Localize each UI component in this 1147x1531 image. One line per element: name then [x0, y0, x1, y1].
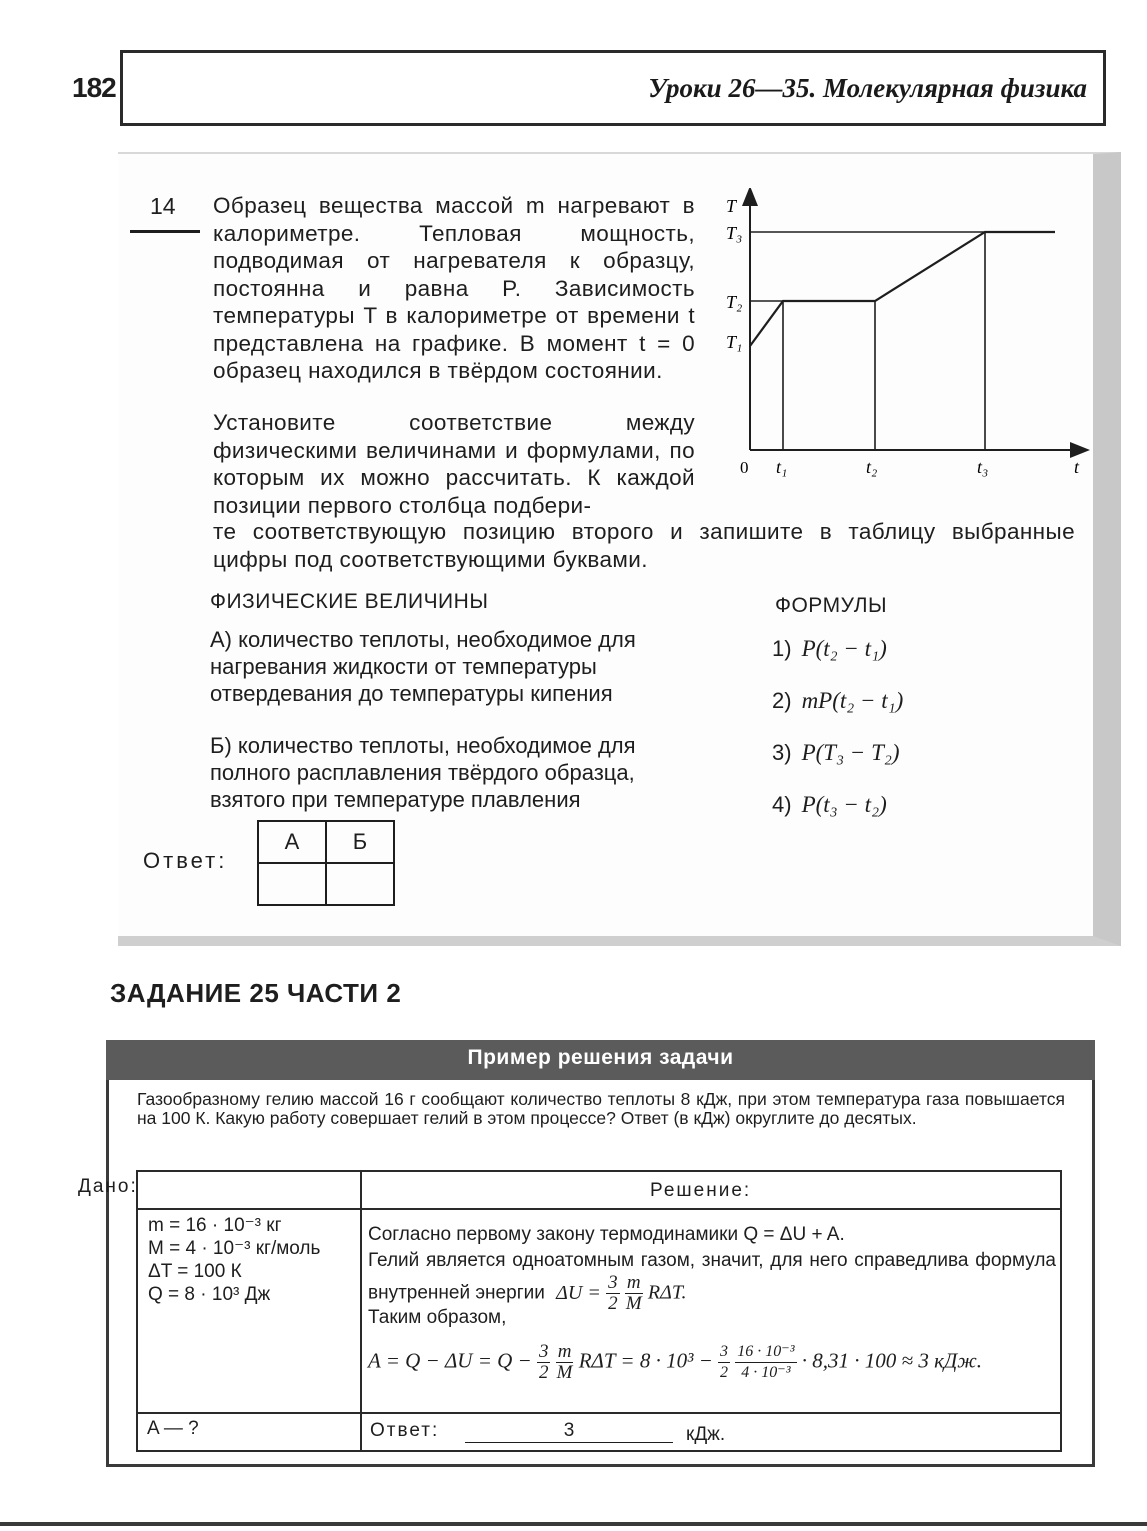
solution-answer-label: Ответ: — [370, 1420, 440, 1441]
y-tick-T3: T₃ — [726, 223, 743, 243]
formula-number: 4) — [772, 792, 792, 817]
task-number: 14 — [150, 193, 176, 219]
example-title: Пример решения задачи — [467, 1046, 734, 1069]
find-quantity: A — ? — [147, 1418, 199, 1439]
solution-answer-unit: кДж. — [686, 1424, 726, 1445]
given-heat: Q = 8 · 10³ Дж — [148, 1284, 271, 1305]
solution-header: Решение: — [650, 1180, 752, 1201]
formula-text: P(t₃ − t₂) — [801, 792, 887, 817]
section-title: ЗАДАНИЕ 25 ЧАСТИ 2 — [110, 978, 402, 1008]
solution-line-2-text: Гелий является одноатомным газом, значит, для него справедлива формула внутренней энергии — [368, 1250, 1056, 1304]
formula-u-rhs: RΔT. — [647, 1281, 687, 1304]
formula-item-2 — [772, 688, 903, 714]
solution-answer-value: 3 — [465, 1420, 673, 1443]
x-tick-t3: t₃ — [977, 457, 989, 477]
given-molar-mass: M = 4 · 10⁻³ кг/моль — [148, 1238, 321, 1259]
x-tick-t2: t₂ — [866, 457, 878, 477]
formula-text: P(t₂ − t₁) — [801, 636, 887, 661]
formula-item-3 — [772, 740, 900, 766]
x-tick-t1: t₁ — [776, 457, 788, 477]
formula-item-4 — [772, 792, 887, 818]
given-mass: m = 16 · 10⁻³ кг — [148, 1215, 282, 1236]
work-formula-part-2: RΔT = 8 · 10³ − — [578, 1348, 713, 1373]
solution-line-2 — [368, 1248, 1056, 1314]
task-number-underline — [130, 230, 200, 233]
work-formula-part-1: A = Q − ΔU = Q − — [368, 1348, 532, 1373]
y-tick-T2: T₂ — [726, 292, 743, 312]
fraction-numeric: $\frac{\text{16 · 10⁻³}}{\text{4 · 10⁻³}}$ — [737, 1343, 795, 1381]
task-instruction: Установите соответствие между физическими величинами и формулами, по которым их можно рассчитать. К каждой позиции первого столбца подбери- — [213, 410, 695, 518]
page-number: 182 — [72, 72, 116, 103]
fraction-3-2: $\frac{3}{2}$ — [538, 1341, 549, 1383]
problem-statement: Газообразному гелию массой 16 г сообщают количество теплоты 8 кДж, при этом температура газа повышается на 100 К. Какую работу совершает гелий в этом процессе? Ответ (в кДж) округлите до десятых. — [137, 1089, 1065, 1128]
example-title-bar — [106, 1040, 1095, 1080]
work-formula-part-3: · 8,31 · 100 ≈ 3 кДж. — [801, 1348, 983, 1373]
task-condition: Образец вещества массой m нагревают в калориметре. Тепловая мощность, подводимая от нагревателя к образцу, постоянна и равна P. Зависимость температуры T в калориметре от времени t представлена на графике. В момент t = 0 образец находился в твёрдом состоянии. — [213, 193, 695, 383]
x-axis-label: t — [1074, 457, 1080, 477]
formula-number: 3) — [772, 740, 792, 765]
column-header-formulas: ФОРМУЛЫ — [775, 594, 888, 617]
formula-text: P(T₃ − T₂) — [801, 740, 900, 765]
given-header: Дано: — [78, 1176, 138, 1197]
column-header-quantities: ФИЗИЧЕСКИЕ ВЕЛИЧИНЫ — [210, 590, 489, 613]
solution-line-1: Согласно первому закону термодинамики Q = ΔU + A. — [368, 1224, 845, 1245]
series-line — [750, 232, 1055, 346]
formula-text: mP(t₂ − t₁) — [801, 688, 904, 713]
answer-col-a-header: А — [258, 821, 326, 863]
chapter-title: Уроки 26—35. Молекулярная физика — [648, 73, 1087, 103]
fraction-m-M: $\frac{m}{M}$ — [556, 1341, 573, 1383]
formula-number: 1) — [772, 636, 792, 661]
quantity-item-a: А) количество теплоты, необходимое для нагревания жидкости от температуры отвердевания до температуры кипения — [210, 627, 636, 706]
fraction-3-2-small: $\frac{3}{2}$ — [720, 1343, 729, 1381]
chapter-header — [120, 50, 1103, 126]
fraction-m-M: $\frac{m}{M}$ — [625, 1272, 642, 1314]
solution-line-3: Таким образом, — [368, 1307, 507, 1328]
answer-cell-a[interactable] — [258, 863, 326, 905]
bottom-rule — [0, 1522, 1147, 1526]
task-instruction-cont: те соответствующую позицию второго и запишите в таблицу выбранные цифры под соответствующими буквами. — [213, 519, 1075, 572]
formula-number: 2) — [772, 688, 792, 713]
y-tick-T1: T₁ — [726, 332, 743, 352]
fraction-3-2: $\frac{3}{2}$ — [608, 1272, 618, 1314]
temperature-time-graph — [720, 188, 1090, 488]
answer-col-b-header: Б — [326, 821, 394, 863]
work-formula — [368, 1342, 982, 1383]
answer-table — [257, 820, 395, 906]
formula-item-1 — [772, 636, 887, 662]
answer-label: Ответ: — [143, 848, 228, 873]
y-axis-label: T — [726, 196, 737, 216]
x-tick-0: 0 — [740, 458, 749, 477]
given-delta-t: ΔT = 100 К — [148, 1261, 242, 1282]
formula-u-lhs: ΔU = — [556, 1281, 601, 1304]
quantity-item-b: Б) количество теплоты, необходимое для полного расплавления твёрдого образца, взятого при температуре плавления — [210, 733, 636, 812]
answer-cell-b[interactable] — [326, 863, 394, 905]
